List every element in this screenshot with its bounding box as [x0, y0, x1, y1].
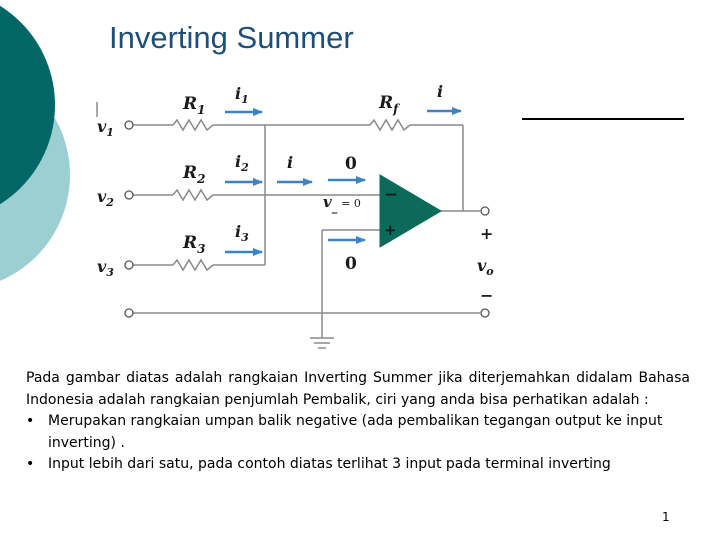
terminal-v2 [125, 191, 133, 199]
label-r1: $R_1$ [183, 94, 206, 117]
resistor-rf [370, 120, 410, 130]
terminal-output-plus [481, 207, 489, 215]
resistor-r1 [173, 120, 213, 130]
op-amp-minus-sign: − [384, 185, 399, 205]
bullet-item-2 [26, 454, 690, 476]
label-i2: $i_2$ [235, 152, 249, 174]
resistor-r2 [173, 190, 213, 200]
slide-title: Inverting Summer [109, 20, 354, 55]
label-r2: $R_2$ [183, 163, 206, 186]
label-zero-noninverting: 0 [345, 254, 357, 274]
circuit-wires [97, 102, 480, 348]
terminal-v1 [125, 121, 133, 129]
label-i1: $i_1$ [235, 84, 249, 106]
bullet-text-1: Merupakan rangkaian umpan balik negative (ada pembalikan tegangan output ke input inverting) . [48, 413, 663, 451]
label-r3: $R_3$ [183, 233, 206, 256]
slide-body [26, 368, 690, 476]
resistor-r3 [173, 260, 213, 270]
blank-underline [522, 118, 684, 120]
bullet-text-2: Input lebih dari satu, pada contoh diatas terlihat 3 input pada terminal inverting [48, 456, 611, 472]
label-node-voltage: $v_{\_}$ $^{= 0}$ [323, 193, 361, 214]
terminal-v3 [125, 261, 133, 269]
label-i-junction: i [287, 153, 294, 172]
label-vo: $v_o$ [477, 256, 494, 278]
label-i-feedback: i [437, 82, 444, 101]
bullet-list [26, 411, 690, 476]
label-v1: $v_1$ [97, 117, 114, 139]
inverting-summer-circuit [85, 75, 515, 355]
terminal-output-minus [481, 309, 489, 317]
bullet-item-1 [26, 411, 690, 454]
bullet-icon: • [26, 413, 35, 429]
label-i3: $i_3$ [235, 222, 249, 244]
terminal-ground [125, 309, 133, 317]
label-zero-inverting: 0 [345, 154, 357, 174]
current-arrows [225, 111, 461, 252]
bullet-icon: • [26, 456, 35, 472]
input-terminals [125, 121, 489, 317]
op-amp-plus-sign: + [384, 221, 397, 239]
label-v2: $v_2$ [97, 187, 114, 209]
page-number: 1 [662, 510, 670, 524]
body-paragraph: Pada gambar diatas adalah rangkaian Inverting Summer jika diterjemahkan didalam Bahasa Indonesia adalah rangkaian penjumlah Pembalik, ciri yang anda bisa perhatikan adalah : [26, 370, 690, 408]
output-minus-label: − [480, 286, 494, 305]
output-plus-label: + [480, 224, 494, 243]
label-v3: $v_3$ [97, 257, 114, 279]
label-rf: $R_f$ [379, 93, 399, 116]
